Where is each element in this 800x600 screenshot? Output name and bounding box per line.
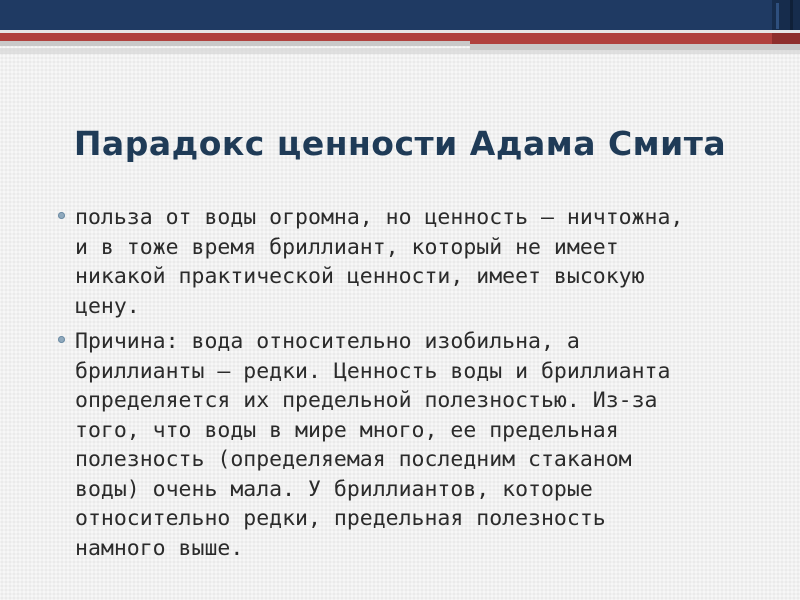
text-line: и в тоже время бриллиант, который не имеет: [75, 234, 619, 260]
bullet-list: [58, 203, 758, 569]
text-line: относительно редки, предельная полезность: [75, 506, 606, 531]
header-banner: [0, 0, 800, 60]
text-line: воды) очень мала. У бриллиантов, которые: [75, 476, 593, 502]
bullet-dot-icon: [58, 336, 65, 343]
slide-title: Парадокс ценности Адама Смита: [73, 124, 727, 163]
text-line: никакой практической ценности, имеет высокую: [75, 264, 645, 289]
bullet-item-2: [58, 327, 758, 563]
text-line: намного выше.: [75, 535, 244, 561]
text-line: того, что воды в мире много, ее предельная: [75, 417, 619, 443]
text-line: цену.: [75, 293, 140, 319]
text-line: полезность (определяемая последним стаканом: [75, 447, 632, 472]
text-line: определяется их предельной полезностью. Из-за: [75, 388, 658, 413]
text-line: Причина: вода относительно изобильна, а: [75, 329, 580, 354]
header-banner-graphic: [0, 0, 800, 60]
text-line: польза от воды огромна, но ценность – ничтожна,: [75, 205, 684, 230]
bullet-dot-icon: [58, 212, 65, 219]
text-line: бриллианты – редки. Ценность воды и бриллианта: [75, 358, 671, 384]
bullet-item-1: [58, 203, 758, 321]
